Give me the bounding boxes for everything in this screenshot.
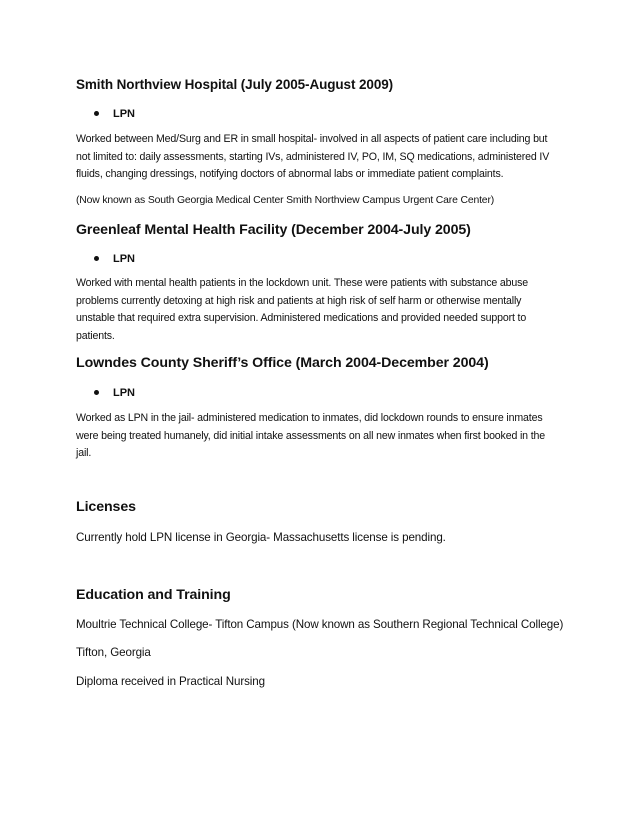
education-line: Moultrie Technical College- Tifton Campus (Now known as Southern Regional Technical College) (76, 618, 564, 631)
licenses-heading: Licenses (76, 499, 136, 515)
job-description (76, 410, 576, 463)
job-title-greenleaf: Greenleaf Mental Health Facility (December 2004-July 2005) (76, 222, 471, 238)
job-title-smith-northview: Smith Northview Hospital (July 2005-August 2009) (76, 77, 394, 92)
education-line: Diploma received in Practical Nursing (76, 675, 265, 688)
description-line: fluids, changing dressings, notifying doctors of abnormal labs or immediate patient complaints. (76, 168, 504, 180)
bullet-icon (94, 111, 99, 116)
job-description (76, 131, 576, 184)
job-role-bullet (94, 387, 135, 399)
description-line: not limited to: daily assessments, starting IVs, administered IV, PO, IM, SQ medications, administered IV (76, 150, 550, 163)
job-note: (Now known as South Georgia Medical Center Smith Northview Campus Urgent Care Center) (76, 195, 495, 206)
job-role: LPN (113, 108, 135, 120)
job-title-lowndes-county: Lowndes County Sheriff’s Office (March 2004-December 2004) (76, 355, 489, 371)
bullet-icon (94, 390, 99, 395)
description-line: Worked with mental health patients in the lockdown unit. These were patients with substance abuse (76, 277, 529, 289)
education-line: Tifton, Georgia (76, 646, 151, 659)
description-line: were being treated humanely, did initial intake assessments on all new inmates when first booked in the (76, 429, 545, 442)
job-role-bullet (94, 253, 135, 265)
description-line: Worked as LPN in the jail- administered medication to inmates, did lockdown rounds to ensure inmates (76, 412, 543, 424)
job-role-bullet (94, 108, 135, 120)
description-line: Worked between Med/Surg and ER in small hospital- involved in all aspects of patient care including but (76, 133, 548, 145)
description-line: problems currently detoxing at high risk and patients at high risk of self harm or otherwise mentally (76, 294, 522, 307)
job-role: LPN (113, 387, 135, 399)
licenses-text: Currently hold LPN license in Georgia- Massachusetts license is pending. (76, 531, 446, 544)
job-role: LPN (113, 253, 135, 265)
job-description (76, 275, 576, 345)
description-line: patients. (76, 329, 115, 342)
description-line: unstable that required extra supervision. Administered medications and provided needed support to (76, 312, 527, 324)
education-heading: Education and Training (76, 587, 231, 603)
description-line: jail. (76, 447, 92, 459)
bullet-icon (94, 256, 99, 261)
